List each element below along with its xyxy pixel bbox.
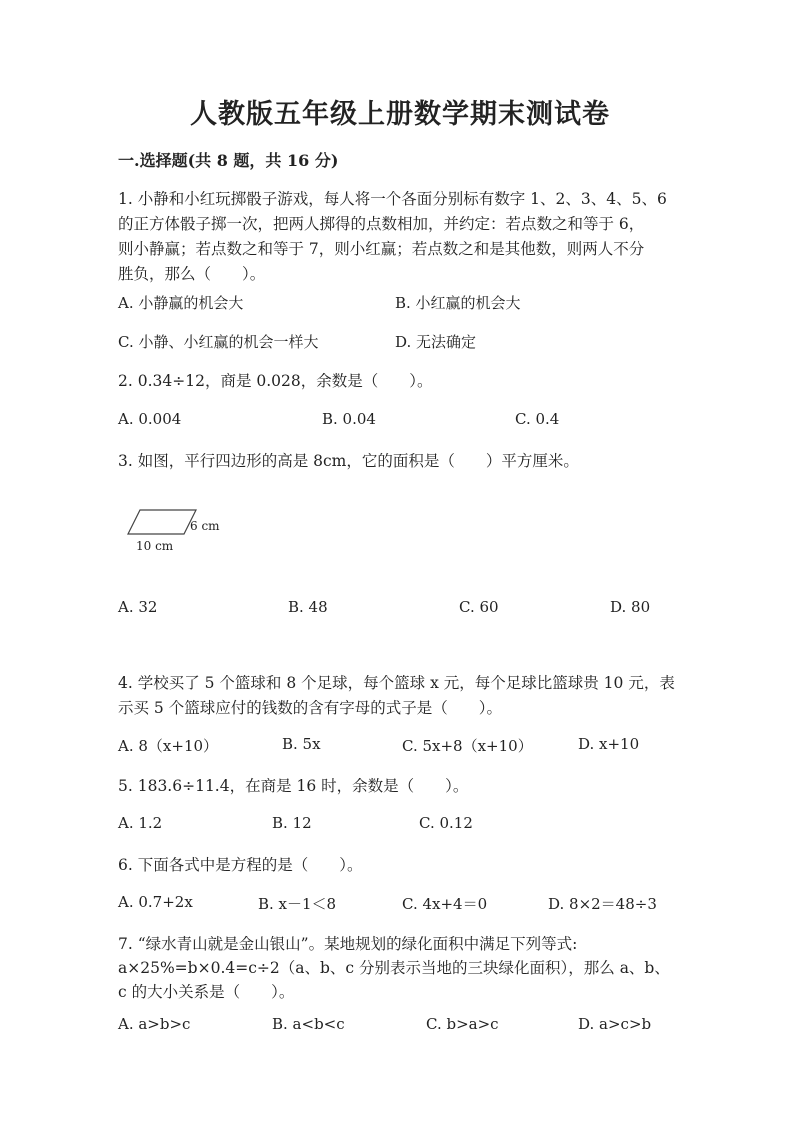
question-1-line-4: 胜负，那么（ ）。	[118, 265, 266, 283]
question-4-line-1: 4. 学校买了 5 个篮球和 8 个足球，每个篮球 x 元，每个足球比篮球贵 10 元，表	[118, 674, 675, 692]
question-1-option-b: B. 小红赢的机会大	[395, 294, 521, 312]
section-heading: 一.选择题(共 8 题，共 16 分)	[118, 151, 339, 170]
question-1-line-2: 的正方体骰子掷一次，把两人掷得的点数相加，并约定：若点数之和等于 6，	[118, 215, 645, 233]
question-7-option-d: D. a>c>b	[578, 1015, 652, 1033]
question-1-line-3: 则小静赢；若点数之和等于 7，则小红赢；若点数之和是其他数，则两人不分	[118, 240, 645, 258]
question-4-option-b: B. 5x	[282, 735, 321, 753]
question-6-option-d: D. 8×2＝48÷3	[548, 895, 657, 913]
question-7-option-b: B. a<b<c	[272, 1015, 345, 1033]
question-3-text: 3. 如图，平行四边形的高是 8cm，它的面积是（ ）平方厘米。	[118, 452, 579, 470]
question-5-option-a: A. 1.2	[118, 814, 163, 832]
question-6-option-a: A. 0.7+2x	[118, 893, 193, 911]
question-2-option-c: C. 0.4	[515, 410, 560, 428]
question-6-option-b: B. x－1＜8	[258, 895, 337, 913]
question-1-option-d: D. 无法确定	[395, 333, 477, 351]
question-1-option-a: A. 小静赢的机会大	[118, 294, 244, 312]
question-2-text: 2. 0.34÷12，商是 0.028，余数是（ ）。	[118, 372, 433, 390]
question-7-line-3: c 的大小关系是（ ）。	[118, 983, 295, 1001]
parallelogram-figure	[118, 500, 228, 555]
question-7-line-1: 7. “绿水青山就是金山银山”。某地规划的绿化面积中满足下列等式:	[118, 935, 578, 953]
parallelogram-base-label: 10 cm	[136, 539, 174, 553]
question-4-option-a: A. 8（x+10）	[118, 737, 219, 755]
question-4-option-c: C. 5x+8（x+10）	[402, 737, 533, 755]
question-1-option-c: C. 小静、小红赢的机会一样大	[118, 333, 319, 351]
question-7-option-a: A. a>b>c	[118, 1015, 191, 1033]
parallelogram-side-label: 6 cm	[190, 519, 220, 533]
question-1-line-1: 1. 小静和小红玩掷骰子游戏，每人将一个各面分别标有数字 1、2、3、4、5、6	[118, 190, 667, 208]
question-7-line-2: a×25%=b×0.4=c÷2（a、b、c 分别表示当地的三块绿化面积），那么 a、b、	[118, 959, 670, 977]
question-7-option-c: C. b>a>c	[426, 1015, 499, 1033]
question-5-option-b: B. 12	[272, 814, 312, 832]
question-5-option-c: C. 0.12	[419, 814, 473, 832]
question-6-text: 6. 下面各式中是方程的是（ ）。	[118, 856, 363, 874]
question-5-text: 5. 183.6÷11.4，在商是 16 时，余数是（ ）。	[118, 777, 469, 795]
question-4-line-2: 示买 5 个篮球应付的钱数的含有字母的式子是（ ）。	[118, 699, 502, 717]
question-2-option-a: A. 0.004	[118, 410, 182, 428]
question-6-option-c: C. 4x+4＝0	[402, 895, 488, 913]
question-3-option-b: B. 48	[288, 598, 328, 616]
parallelogram-shape	[128, 510, 196, 534]
question-3-option-a: A. 32	[118, 598, 158, 616]
question-3-option-c: C. 60	[459, 598, 499, 616]
question-3-option-d: D. 80	[610, 598, 651, 616]
question-2-option-b: B. 0.04	[322, 410, 376, 428]
page-title: 人教版五年级上册数学期末测试卷	[190, 99, 610, 130]
question-4-option-d: D. x+10	[578, 735, 640, 753]
